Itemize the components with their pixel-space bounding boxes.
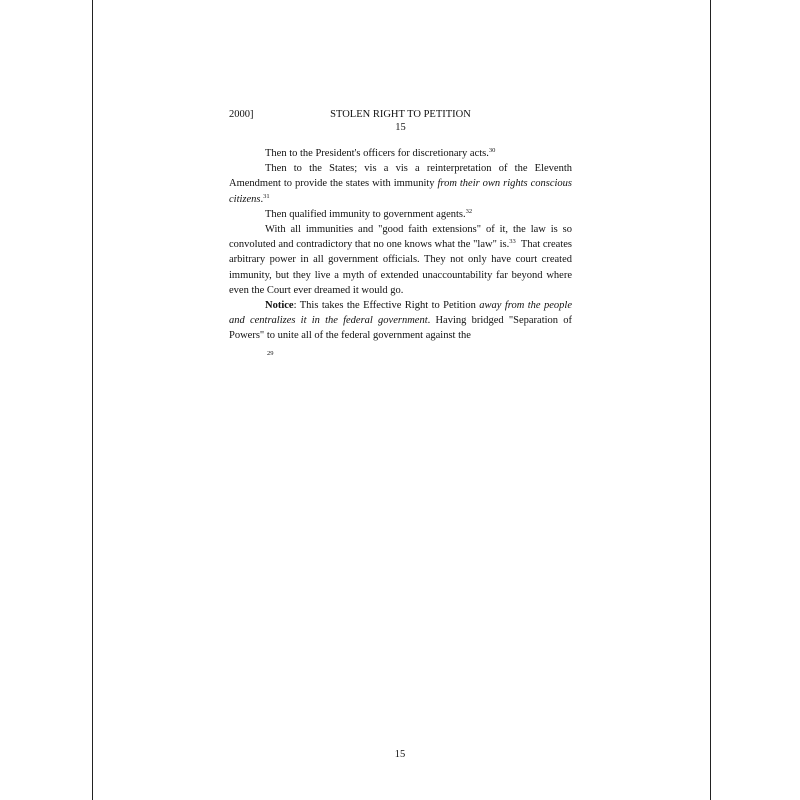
header-page-number: 15 (395, 122, 406, 133)
paragraph-2-end: . (260, 193, 264, 205)
paragraph-1 (229, 146, 572, 161)
paragraph-5-end: . Having bridged "Separation of Powers" to unite all of the federal government against the (229, 315, 572, 342)
page-footer-number: 15 (394, 749, 406, 760)
footnote-marker-29: 29 (267, 350, 274, 357)
footnote-ref-33[interactable]: 33 (509, 238, 516, 246)
paragraph-4-text: With all immunities and "good faith extensions" of it, the law is so convoluted and contradictory that no one knows what the "law" is. (229, 224, 572, 251)
paragraph-2-text: Then to the States; vis a vis a reinterpretation of the Eleventh Amendment to provide the states with immunity (229, 163, 572, 190)
paragraph-2-italic: from their own rights conscious citizens (229, 178, 572, 205)
paragraph-5 (229, 298, 572, 344)
footnote-ref-30[interactable]: 30 (488, 147, 496, 154)
body-text (229, 146, 575, 344)
paragraph-5-text: : This takes the Effective Right to Petition (293, 300, 480, 312)
paragraph-1-text: Then to the President's officers for discretionary acts. (265, 148, 489, 159)
paragraph-3-text: Then qualified immunity to government agents. (265, 208, 466, 220)
paragraph-5-bold: Notice (265, 300, 294, 312)
paragraph-4-text-continued: That creates arbitrary power in all government officials. They not only have court created immunity, but they live a myth of extended unaccountability far beyond where even the Court ever dreamed it would go. (229, 239, 575, 296)
footnote-ref-32[interactable]: 32 (465, 207, 473, 215)
footnote-ref-31[interactable]: 31 (263, 192, 270, 200)
paragraph-5-italic: away from the people and centralizes it in the federal government (229, 300, 572, 327)
header-title: STOLEN RIGHT TO PETITION (330, 109, 471, 120)
paragraph-2 (229, 161, 572, 207)
paragraph-3 (229, 207, 572, 222)
paragraph-4 (229, 222, 575, 298)
header-year: 2000] (229, 109, 254, 120)
